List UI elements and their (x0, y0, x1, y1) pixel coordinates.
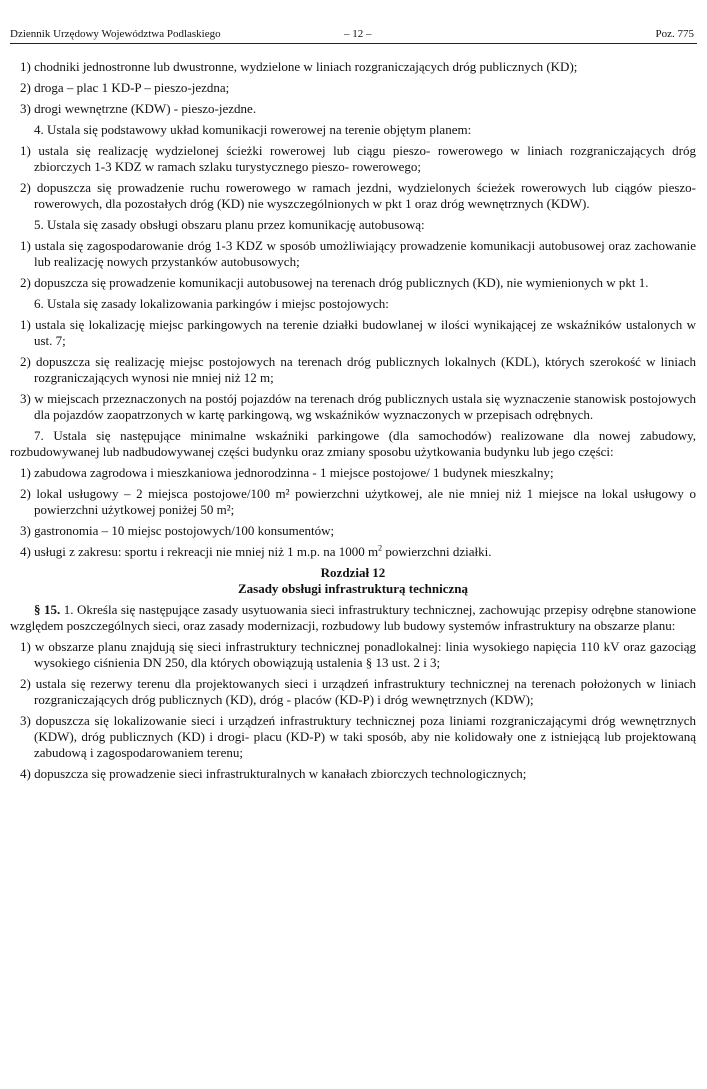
page-number: – 12 – (344, 28, 372, 40)
list-item: 4) dopuszcza się prowadzenie sieci infrastrukturalnych w kanałach zbiorczych technologicznych; (20, 766, 527, 781)
section-paragraph: 6. Ustala się zasady lokalizowania parkingów i miejsc postojowych: (34, 296, 389, 311)
chapter-number: Rozdział 12 (320, 565, 386, 580)
list-item: 2) droga – plac 1 KD-P – pieszo-jezdna; (20, 80, 230, 95)
list-item: 3) gastronomia – 10 miejsc postojowych/100 konsumentów; (20, 523, 335, 538)
list-item: 2) dopuszcza się prowadzenie ruchu rowerowego w ramach jezdni, wydzielonych ścieżek rowerowych lub ciągów pieszo-rowerowych, dla pozostałych dróg (KD) nie wyszczególnionych w pkt 1 oraz dróg wewnętrznych (KDW). (20, 180, 696, 211)
list-item: 3) w miejscach przeznaczonych na postój pojazdów na terenach dróg publicznych ustala się wyznaczenie stanowisk postojowych dla pojazdów zaopatrzonych w kartę parkingową, wg wskaźników wyznaczonych w przepisach odrębnych. (20, 391, 696, 422)
journal-title: Dziennik Urzędowy Województwa Podlaskiego (10, 28, 221, 40)
section-paragraph (10, 602, 696, 634)
section-paragraph: 4. Ustala się podstawowy układ komunikacji rowerowej na terenie objętym planem: (34, 122, 472, 137)
list-item: 1) ustala się realizację wydzielonej ścieżki rowerowej lub ciągu pieszo- rowerowego w liniach rozgraniczających dróg zbiorczych 1-3 KDZ w ramach szlaku turystycznego pieszo- rowerowego; (20, 143, 696, 174)
list-item: 3) drogi wewnętrzne (KDW) - pieszo-jezdne. (20, 101, 257, 116)
section-text: 1. Określa się następujące zasady usytuowania sieci infrastruktury technicznej, zachowując przepisy odrębne stanowione względem poszczególnych sieci, oraz zasady modernizacji, rozbudowy lub budowy systemów infrastruktury na obszarze planu: (10, 602, 697, 633)
section-mark: § 15. (34, 602, 61, 617)
list-item: 1) chodniki jednostronne lub dwustronne, wydzielone w liniach rozgraniczających dróg publicznych (KD); (20, 59, 578, 74)
list-item: 1) ustala się lokalizację miejsc parkingowych na terenie działki budowlanej w ilości wynikającej ze wskaźników ustalonych w ust. 7; (20, 317, 696, 348)
header-rule (10, 43, 697, 44)
list-item: 2) dopuszcza się prowadzenie komunikacji autobusowej na terenach dróg publicznych (KD), nie wymienionych w pkt 1. (20, 275, 649, 290)
section-paragraph: 5. Ustala się zasady obsługi obszaru planu przez komunikację autobusową: (34, 217, 425, 232)
list-item: 1) ustala się zagospodarowanie dróg 1-3 KDZ w sposób umożliwiający prowadzenie komunikacji autobusowej oraz zachowanie lub realizację nowych przystanków autobusowych; (20, 238, 696, 269)
item-text-tail: powierzchni działki. (382, 544, 492, 559)
list-item: 2) dopuszcza się realizację miejsc postojowych na terenach dróg publicznych lokalnych (KDL), których szerokość w liniach rozgraniczających wynosi nie mniej niż 12 m; (20, 354, 696, 385)
section-paragraph: 7. Ustala się następujące minimalne wskaźniki parkingowe (dla samochodów) realizowane dla nowej zabudowy, rozbudowywanej lub nadbudowywanej części budynku oraz zmiany sposobu użytkowania budynku lub jego części: (10, 428, 696, 459)
list-item (10, 544, 696, 560)
chapter-title: Zasady obsługi infrastrukturą techniczną (237, 581, 469, 596)
list-item: 2) ustala się rezerwy terenu dla projektowanych sieci i urządzeń infrastruktury technicznej na terenach położonych w liniach rozgraniczających dróg publicznych (KD), dróg - placów (KD-P) i dróg wewnętrznych (KDW); (20, 676, 696, 707)
list-item: 1) zabudowa zagrodowa i mieszkaniowa jednorodzinna - 1 miejsce postojowe/ 1 budynek mieszkalny; (20, 465, 554, 480)
list-item: 1) w obszarze planu znajdują się sieci infrastruktury technicznej ponadlokalnej: linia wysokiego napięcia 110 kV oraz gazociąg wysokiego ciśnienia DN 250, dla których obowiązują ustalenia § 13 ust. 2 i 3; (20, 639, 696, 670)
position-number: Poz. 775 (655, 28, 694, 40)
superscript: 2 (378, 543, 383, 553)
page-header (10, 27, 696, 43)
document-body (10, 59, 696, 787)
list-item: 2) lokal usługowy – 2 miejsca postojowe/100 m² powierzchni użytkowej, ale nie mniej niż 1 miejsce na lokal usługowy o powierzchni użytkowej poniżej 50 m²; (20, 486, 696, 517)
item-text: 4) usługi z zakresu: sportu i rekreacji nie mniej niż 1 m.p. na 1000 m (20, 544, 379, 559)
list-item: 3) dopuszcza się lokalizowanie sieci i urządzeń infrastruktury technicznej poza liniami rozgraniczającymi dróg wewnętrznych (KDW), dróg publicznych (KD) i drogi- placu (KD-P) w taki sposób, aby nie kolidowały one z istniejącą lub projektowaną zabudową i zagospodarowaniem terenu; (20, 713, 696, 760)
